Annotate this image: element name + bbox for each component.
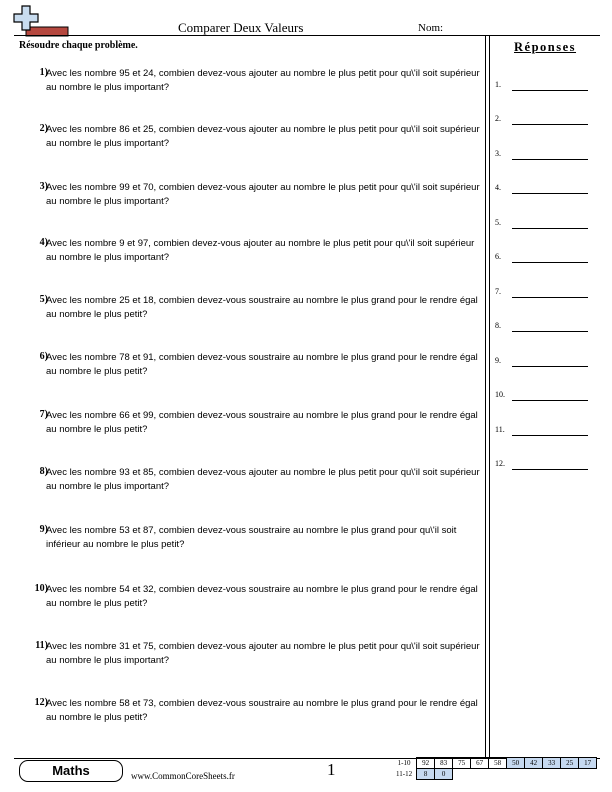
question-number: 3) [39,181,48,192]
question-number: 5) [39,294,48,305]
score-cell: 8 [417,769,435,780]
answer-number: 12. [495,459,505,468]
answer-line[interactable] [512,331,588,332]
answer-field[interactable] [495,252,595,266]
score-cell: 50 [507,758,525,769]
answer-number: 8. [495,321,501,330]
answer-number: 9. [495,356,501,365]
worksheet-title: Comparer Deux Valeurs [178,20,304,35]
question-number: 4) [39,237,48,248]
question-text: Avec les nombre 54 et 32, combien devez-vous soustraire au nombre le plus grand pour le rendre égal au nombre le plus petit? [46,584,478,609]
score-cell: 83 [435,758,453,769]
score-cell: 25 [561,758,579,769]
question-number: 6) [39,351,48,362]
question-number: 9) [39,524,48,535]
site-url: www.CommonCoreSheets.fr [131,771,235,781]
score-row [394,769,597,780]
answer-line[interactable] [512,90,588,91]
answer-number: 7. [495,287,501,296]
answer-field[interactable] [495,459,595,473]
question-text: Avec les nombre 25 et 18, combien devez-vous soustraire au nombre le plus grand pour le rendre égal au nombre le plus petit? [46,295,478,320]
question-text: Avec les nombre 66 et 99, combien devez-vous soustraire au nombre le plus grand pour le rendre égal au nombre le plus petit? [46,410,478,435]
instructions: Résoudre chaque problème. [19,40,138,51]
question-text: Avec les nombre 58 et 73, combien devez-vous soustraire au nombre le plus grand pour le rendre égal au nombre le plus petit? [46,698,478,723]
answer-line[interactable] [512,366,588,367]
question-number: 1) [39,67,48,78]
score-cell: 17 [579,758,597,769]
subject-badge: Maths [19,760,123,782]
score-row-label: 11-12 [396,770,413,778]
question-text: Avec les nombre 78 et 91, combien devez-vous soustraire au nombre le plus grand pour le rendre égal au nombre le plus petit? [46,352,478,377]
question-number: 11) [35,640,48,651]
answers-heading: Réponses [514,40,577,54]
name-label: Nom: [418,22,444,34]
answer-number: 3. [495,149,501,158]
answer-number: 10. [495,390,505,399]
question-text: Avec les nombre 93 et 85, combien devez-vous ajouter au nombre le plus petit pour qu\'il soit supérieur au nombre le plus important? [46,467,480,492]
score-table [394,757,597,780]
answer-number: 11. [495,425,505,434]
answer-field[interactable] [495,287,595,301]
question-number: 8) [39,466,48,477]
answer-field[interactable] [495,114,595,128]
question-text: Avec les nombre 99 et 70, combien devez-vous ajouter au nombre le plus petit pour qu\'il soit supérieur au nombre le plus important? [46,182,480,207]
answer-field[interactable] [495,218,595,232]
answer-line[interactable] [512,228,588,229]
question-text: Avec les nombre 31 et 75, combien devez-vous ajouter au nombre le plus petit pour qu\'il soit supérieur au nombre le plus important? [46,641,480,666]
question-text: Avec les nombre 53 et 87, combien devez-vous soustraire au nombre le plus grand pour qu\'il soit inférieur au nombre le plus petit? [46,525,457,550]
score-cell: 67 [471,758,489,769]
answer-field[interactable] [495,390,595,404]
answer-field[interactable] [495,183,595,197]
answer-column-divider [489,36,490,758]
answer-field[interactable] [495,425,595,439]
question-number: 12) [34,697,48,708]
question-text: Avec les nombre 86 et 25, combien devez-vous ajouter au nombre le plus petit pour qu\'il soit supérieur au nombre le plus important? [46,124,480,149]
answer-number: 1. [495,80,501,89]
answer-line[interactable] [512,193,588,194]
score-cell: 75 [453,758,471,769]
score-cell: 58 [489,758,507,769]
answer-number: 6. [495,252,501,261]
score-row [394,758,597,769]
answer-field[interactable] [495,356,595,370]
question-number: 7) [39,409,48,420]
question-number: 2) [39,123,48,134]
answer-field[interactable] [495,80,595,94]
page-number: 1 [327,760,336,779]
answer-column-divider [485,36,486,758]
question-number: 10) [34,583,48,594]
score-cell: 92 [417,758,435,769]
answer-field[interactable] [495,149,595,163]
answer-line[interactable] [512,297,588,298]
answer-line[interactable] [512,124,588,125]
score-cell: 33 [543,758,561,769]
answer-line[interactable] [512,262,588,263]
answer-line[interactable] [512,400,588,401]
answer-number: 5. [495,218,501,227]
answer-number: 2. [495,114,501,123]
score-row-label: 1-10 [397,759,411,767]
score-cell: 0 [435,769,453,780]
score-cell: 42 [525,758,543,769]
answer-line[interactable] [512,159,588,160]
questions-list [14,0,484,792]
answer-number: 4. [495,183,501,192]
answer-line[interactable] [512,469,588,470]
answer-field[interactable] [495,321,595,335]
question-text: Avec les nombre 95 et 24, combien devez-vous ajouter au nombre le plus petit pour qu\'il soit supérieur au nombre le plus important? [46,68,480,93]
question-text: Avec les nombre 9 et 97, combien devez-vous ajouter au nombre le plus petit pour qu\'il soit supérieur au nombre le plus important? [46,238,475,263]
answer-line[interactable] [512,435,588,436]
